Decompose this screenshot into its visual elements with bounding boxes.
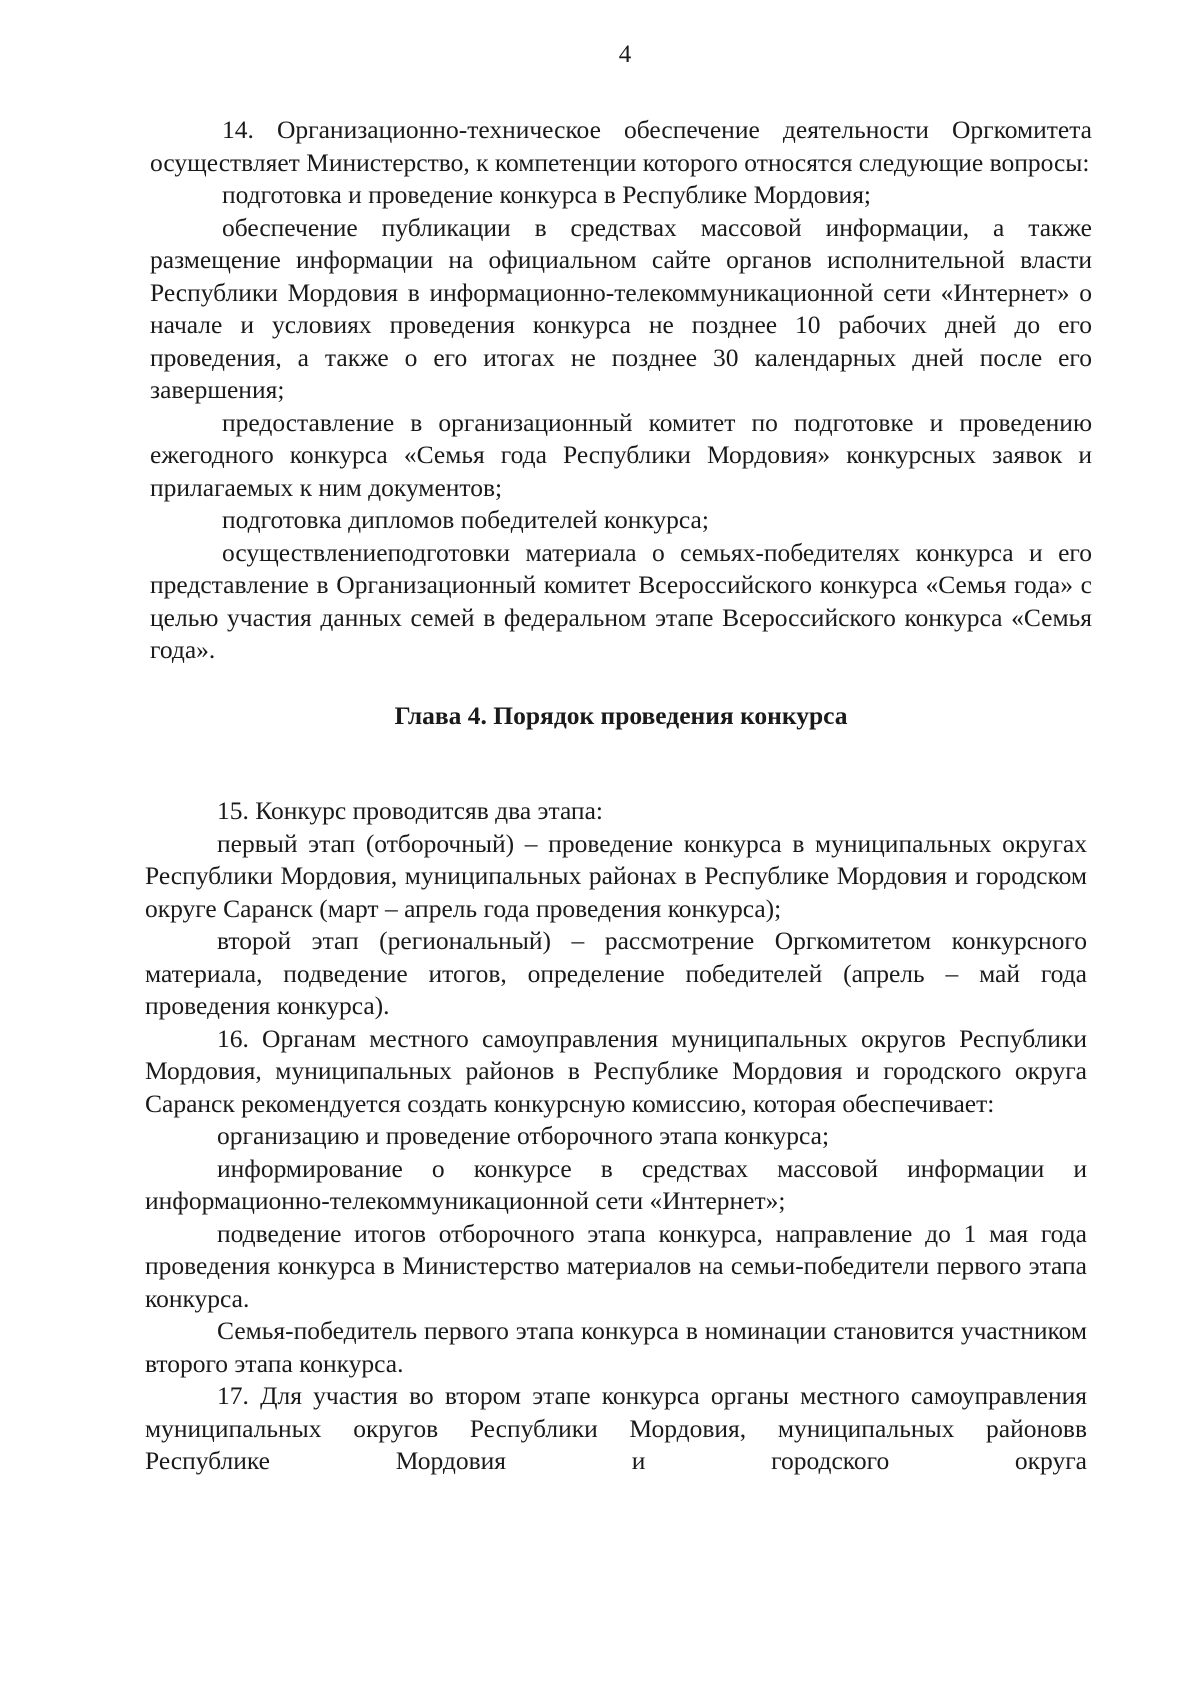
list-item: информирование о конкурсе в средствах массовой информации и информационно-телекоммуникационной сети «Интернет»; (145, 1153, 1087, 1215)
paragraph-15: 15. Конкурс проводитсяв два этапа: (217, 796, 603, 825)
list-item: осуществлениеподготовки материала о семьях-победителях конкурса и его представление в Организационный комитет Всероссийского конкурса «Семья года» с целью участия данных семей в федеральном этапе Всероссийского конкурса «Семья года». (150, 537, 1092, 664)
list-item: подготовка и проведение конкурса в Республике Мордовия; (222, 180, 872, 209)
list-item: предоставление в организационный комитет по подготовке и проведению ежегодного конкурса «Семья года Республики Мордовия» конкурсных заявок и прилагаемых к ним документов; (150, 407, 1092, 502)
chapter-heading: Глава 4. Порядок проведения конкурса (394, 700, 848, 730)
paragraph: Семья-победитель первого этапа конкурса в номинации становится участником второго этапа конкурса. (145, 1316, 1087, 1378)
list-item: подведение итогов отборочного этапа конкурса, направление до 1 мая года проведения конкурса в Министерство материалов на семьи-победители первого этапа конкурса. (145, 1218, 1087, 1313)
page-number: 4 (618, 41, 632, 68)
paragraph-17: 17. Для участия во втором этапе конкурса органы местного самоуправления муниципальных округов Республики Мордовия, муниципальных районовв Республике Мордовия и городского округа (145, 1381, 1087, 1475)
list-item: организацию и проведение отборочного этапа конкурса; (217, 1121, 830, 1150)
list-item: первый этап (отборочный) – проведение конкурса в муниципальных округах Республики Мордовия, муниципальных районах в Республике Мордовия и городском округе Саранск (март – апрель года проведения конкурса); (145, 828, 1087, 923)
list-item: подготовка дипломов победителей конкурса; (222, 505, 709, 534)
list-item: обеспечение публикации в средствах массовой информации, а также размещение информации на официальном сайте органов исполнительной власти Республики Мордовия в информационно-телекоммуникационной сети «Интернет» о начале и условиях проведения конкурса не позднее 10 рабочих дней до его проведения, а также о его итогах не позднее 30 календарных дней после его завершения; (150, 212, 1092, 404)
section-two (145, 795, 1087, 1478)
paragraph-16: 16. Органам местного самоуправления муниципальных округов Республики Мордовия, муниципальных районов в Республике Мордовия и городского округа Саранск рекомендуется создать конкурсную комиссию, которая обеспечивает: (145, 1023, 1087, 1118)
list-item: второй этап (региональный) – рассмотрение Оргкомитетом конкурсного материала, подведение итогов, определение победителей (апрель – май года проведения конкурса). (145, 926, 1087, 1020)
paragraph-14: 14. Организационно-техническое обеспечение деятельности Оргкомитета осуществляет Министерство, к компетенции которого относятся следующие вопросы: (150, 115, 1092, 177)
section-one (150, 114, 1092, 765)
